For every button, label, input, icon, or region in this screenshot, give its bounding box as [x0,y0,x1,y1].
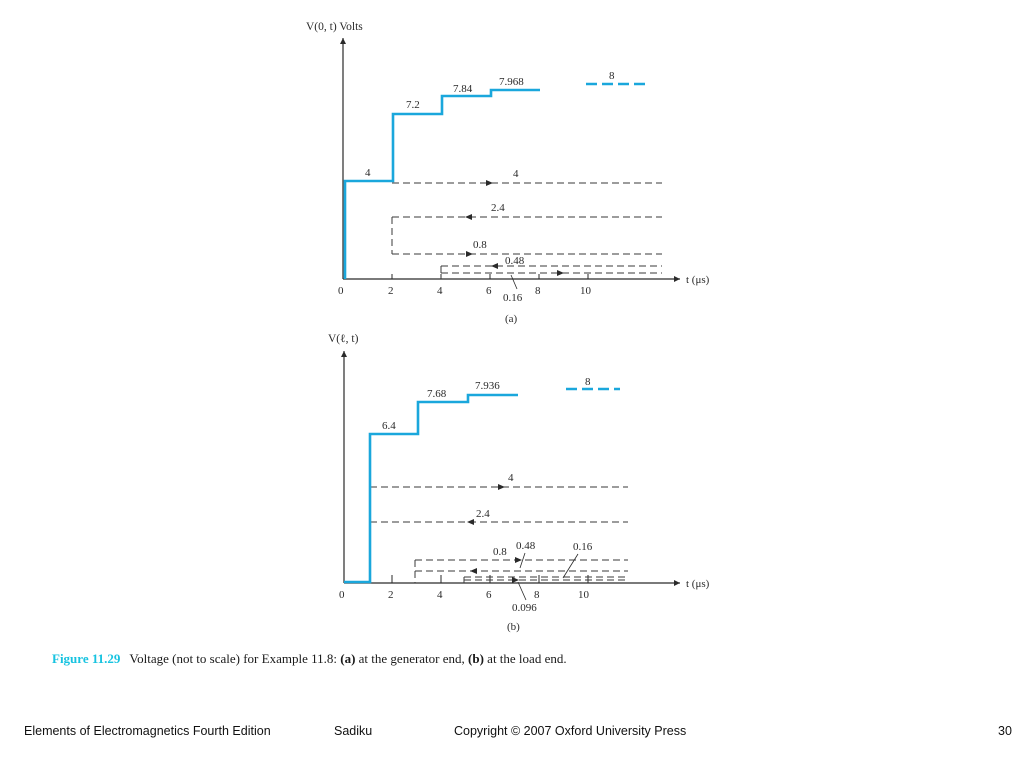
panel-b-tick-8: 8 [534,589,540,601]
panel-a-arrow-right-0-8 [466,251,473,257]
panel-b-leader-0-096 [518,582,526,600]
panel-a-arrow-left-2-4 [465,214,472,220]
panel-a-reflection-label-0-48: 0.48 [505,255,525,267]
panel-b-step-trace [344,395,518,582]
panel-b-step-label-6-4: 6.4 [382,420,396,432]
panel-b-tick-2: 2 [388,589,394,601]
panel-a-step-label-7-2: 7.2 [406,99,420,111]
panel-b-step-label-7-936: 7.936 [475,380,500,392]
panel-b-label: (b) [507,621,520,633]
panel-a-reflection-label-0-16: 0.16 [503,292,523,304]
panel-a-step-label-4: 4 [365,167,371,179]
panel-b [328,333,710,633]
footer-page-number: 30 [998,724,1012,738]
panel-b-arrow-right-0-8 [515,557,522,563]
panel-b-reflections [370,487,628,583]
panel-b-steady-state-label: 8 [585,376,591,388]
panel-b-reflection-label-0-16: 0.16 [573,541,593,553]
panel-b-reflection-label-0-8: 0.8 [493,546,507,558]
panel-b-leader-0-16 [563,554,578,578]
panel-a-tick-0: 0 [338,285,344,297]
caption-part-b-label: (b) [468,651,484,666]
panel-a-step-label-7-968: 7.968 [499,76,524,88]
panel-a-label: (a) [505,313,518,325]
panel-b-tick-0: 0 [339,589,345,601]
panel-a-reflection-label-0-8: 0.8 [473,239,487,251]
panel-a-reflection-label-4: 4 [513,168,519,180]
figure-number: Figure 11.29 [52,651,121,666]
panel-b-x-axis-label: t (μs) [686,578,710,590]
panel-a-y-axis-label: V(0, t) Volts [306,21,363,33]
panel-b-reflection-label-2-4: 2.4 [476,508,490,520]
panel-b-tick-6: 6 [486,589,492,601]
panel-a-arrow-left-0-48 [491,263,498,269]
panel-b-tick-4: 4 [437,589,443,601]
panel-a-arrow-right-0-16 [557,270,564,276]
figure-caption [52,651,567,667]
panel-a-step-label-7-84: 7.84 [453,83,473,95]
panel-a-reflections [392,183,662,279]
caption-part-b-text: at the load end. [487,651,567,666]
panel-b-arrow-right-4 [498,484,505,490]
panel-b-tick-10: 10 [578,589,589,601]
panel-a [306,21,710,325]
panel-b-reflection-label-0-48: 0.48 [516,540,536,552]
panel-a-tick-2: 2 [388,285,394,297]
panel-b-arrow-left-2-4 [467,519,474,525]
panel-a-steady-state-label: 8 [609,70,615,82]
caption-part-a-text: at the generator end, [358,651,465,666]
panel-a-leader-0-16 [511,275,517,289]
panel-a-reflection-label-2-4: 2.4 [491,202,505,214]
panel-a-tick-8: 8 [535,285,541,297]
panel-a-tick-10: 10 [580,285,591,297]
panel-b-arrow-left-0-48 [470,568,477,574]
panel-b-reflection-label-4: 4 [508,472,514,484]
panel-a-tick-6: 6 [486,285,492,297]
footer-book-title: Elements of Electromagnetics Fourth Edition [24,724,271,738]
caption-text: Voltage (not to scale) for Example 11.8: [129,651,337,666]
footer-copyright: Copyright © 2007 Oxford University Press [454,724,687,738]
panel-a-x-axis-label: t (μs) [686,274,710,286]
panel-b-y-axis-label: V(ℓ, t) [328,333,359,345]
caption-part-a-label: (a) [340,651,356,666]
panel-a-arrow-right-4 [486,180,493,186]
panel-a-tick-4: 4 [437,285,443,297]
panel-b-ticks [392,575,588,583]
panel-a-step-trace [345,90,540,279]
footer-author: Sadiku [334,724,373,738]
panel-b-reflection-label-0-096: 0.096 [512,602,537,614]
panel-b-step-label-7-68: 7.68 [427,388,447,400]
